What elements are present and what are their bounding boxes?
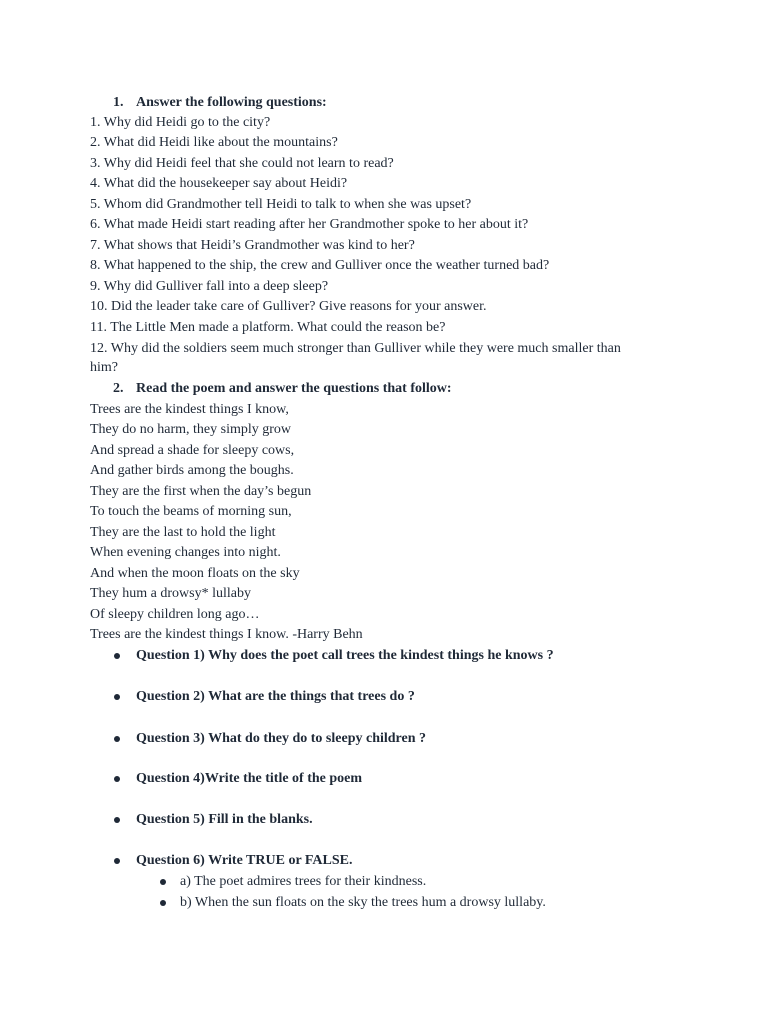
question-1: 1. Why did Heidi go to the city?	[90, 115, 271, 130]
question-2: 2. What did Heidi like about the mountains?	[90, 135, 338, 150]
poem-question-text: Question 4)Write the title of the poem	[136, 771, 363, 786]
section-1-title: Answer the following questions:	[136, 95, 327, 110]
bullet-icon	[114, 694, 120, 700]
question-5: 5. Whom did Grandmother tell Heidi to talk to when she was upset?	[90, 197, 472, 212]
bullet-icon	[160, 879, 166, 885]
question-7: 7. What shows that Heidi’s Grandmother was kind to her?	[90, 238, 415, 253]
section-1-number: 1.	[113, 95, 124, 110]
poem-author-line: Trees are the kindest things I know. -Harry Behn	[90, 627, 363, 642]
section-2-number: 2.	[113, 381, 124, 396]
bullet-icon	[114, 736, 120, 742]
poem-question-text: Question 1) Why does the poet call trees the kindest things he knows ?	[136, 648, 554, 663]
poem-line: To touch the beams of morning sun,	[90, 504, 292, 519]
question-10: 10. Did the leader take care of Gulliver? Give reasons for your answer.	[90, 299, 487, 314]
question-4: 4. What did the housekeeper say about Heidi?	[90, 176, 348, 191]
poem-line: And spread a shade for sleepy cows,	[90, 443, 295, 458]
poem-line: Of sleepy children long ago…	[90, 607, 260, 622]
true-false-text: a) The poet admires trees for their kindness.	[180, 874, 427, 889]
poem-question-text: Question 2) What are the things that trees do ?	[136, 689, 415, 704]
question-9: 9. Why did Gulliver fall into a deep sleep?	[90, 279, 329, 294]
question-3: 3. Why did Heidi feel that she could not learn to read?	[90, 156, 394, 171]
poem-line: They hum a drowsy* lullaby	[90, 586, 251, 601]
bullet-icon	[160, 900, 166, 906]
poem-line: When evening changes into night.	[90, 545, 281, 560]
question-8: 8. What happened to the ship, the crew and Gulliver once the weather turned bad?	[90, 258, 550, 273]
question-12-line-1: 12. Why did the soldiers seem much stronger than Gulliver while they were much smaller than	[90, 341, 621, 356]
poem-line: Trees are the kindest things I know,	[90, 402, 289, 417]
poem-question-text: Question 6) Write TRUE or FALSE.	[136, 853, 353, 868]
poem-line: And when the moon floats on the sky	[90, 566, 300, 581]
poem-line: And gather birds among the boughs.	[90, 463, 294, 478]
bullet-icon	[114, 653, 120, 659]
poem-question-text: Question 5) Fill in the blanks.	[136, 812, 313, 827]
bullet-icon	[114, 858, 120, 864]
question-6: 6. What made Heidi start reading after her Grandmother spoke to her about it?	[90, 217, 529, 232]
true-false-text: b) When the sun floats on the sky the trees hum a drowsy lullaby.	[180, 895, 546, 910]
poem-line: They are the first when the day’s begun	[90, 484, 312, 499]
bullet-icon	[114, 776, 120, 782]
section-2-title: Read the poem and answer the questions that follow:	[136, 381, 452, 396]
poem-line: They do no harm, they simply grow	[90, 422, 292, 437]
poem-question-text: Question 3) What do they do to sleepy children ?	[136, 731, 427, 746]
question-12-line-2: him?	[90, 360, 118, 375]
poem-line: They are the last to hold the light	[90, 525, 276, 540]
question-11: 11. The Little Men made a platform. What could the reason be?	[90, 320, 446, 335]
bullet-icon	[114, 817, 120, 823]
